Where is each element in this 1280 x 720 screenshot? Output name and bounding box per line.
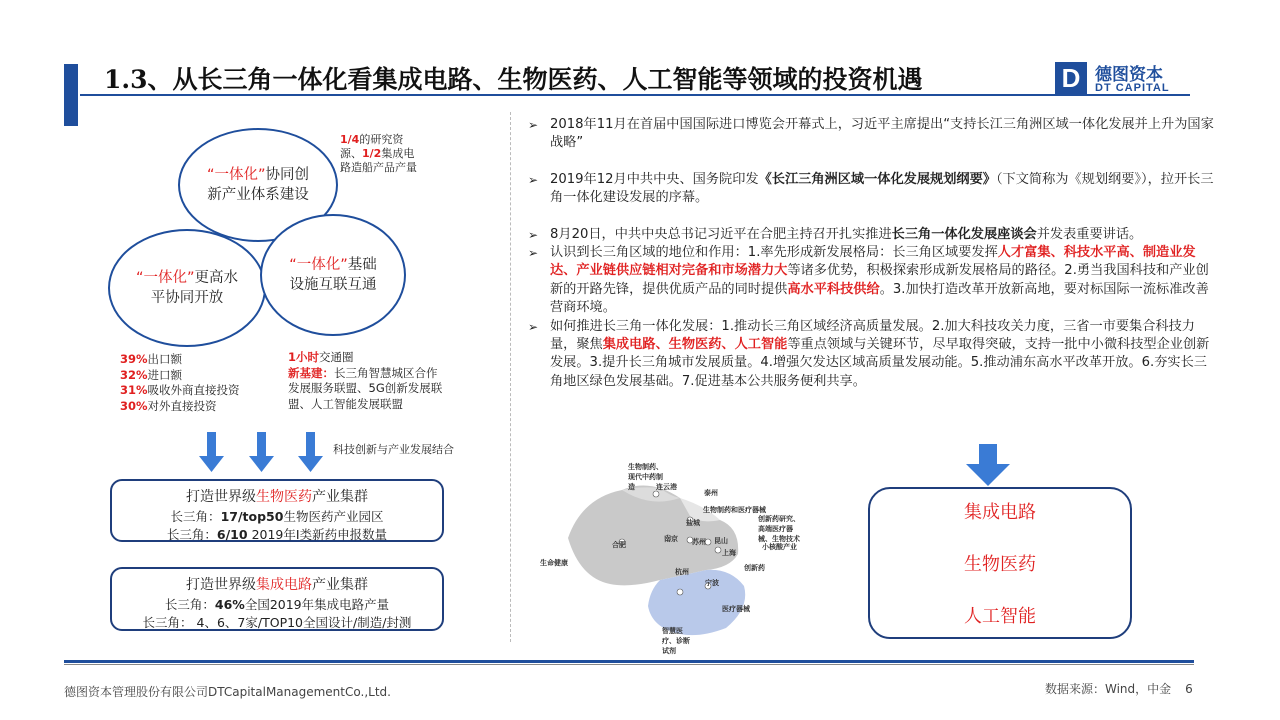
stat-row: 39%出口额: [120, 352, 183, 366]
map-label: 创新药: [744, 564, 765, 572]
map-label: 昆山: [714, 537, 728, 545]
footer-rule: [64, 660, 1194, 663]
bullet-role: ➢ 认识到长三角区域的地位和作用：1.率先形成新发展格局：长三角区域要发挥人才富集、科技水平高、制造业发达、产业链供应链相对完备和市场潜力大等诸多优势，积极探索形成新发展格局的路径。2.勇当我国科技和产业创新的开路先锋，提供优质产品的同时提供高水平科技供给。3.加快打造改革开放新高地，要对标国际一流标准改善营商环境。: [528, 244, 1218, 318]
bullet-how: ➢ 如何推进长三角一体化发展：1.推动长三角区域经济高质量发展。2.加大科技攻关力度，三省一市要集合科技力量，聚焦集成电路、生物医药、人工智能等重点领域与关键环节，尽早取得突破，支持一批中小微科技型企业创新发展。3.提升长三角城市发展质量。4.增强欠发达区域高质量发展动能。5.推动浦东高水平改革开放。6.夯实长三角地区绿色发展基础。7.促进基本公共服务便利共享。: [528, 318, 1218, 392]
ic-cluster-box: 打造世界级集成电路产业集群 长三角：46%全国2019年集成电路产量 长三角： 4、6、7家/TOP10全国设计/制造/封测: [110, 567, 444, 631]
arrow-caption: 科技创新与产业发展结合: [333, 443, 454, 456]
footer-rule-thin: [64, 664, 1194, 665]
stat-row: 32%进口额: [120, 367, 183, 382]
down-arrow-icon: [966, 444, 1010, 488]
map-label: 盐城: [686, 519, 700, 527]
logo-cn: 德图资本: [1095, 65, 1163, 85]
bullet-2018: ➢ 2018年11月在首届中国国际进口博览会开幕式上，习近平主席提出“支持长江三角洲区域一体化发展并上升为国家战略”: [528, 116, 1218, 153]
title-accent-bar: [64, 64, 78, 126]
map-label: 创新药研究、高端医疗器械、生物技术: [758, 515, 800, 543]
map-label: 生物制药、现代中药制造: [628, 463, 663, 491]
trade-stats: [120, 352, 280, 414]
map-label: 连云港: [656, 483, 677, 491]
infrastructure-stats: 1小时交通圈 新基建：长三角智慧城区合作发展服务联盟、5G创新发展联盟、人工智能发展联盟: [288, 350, 443, 411]
sector-ai: 人工智能: [964, 606, 1036, 627]
map-label: 智慧医疗、诊断试剂: [662, 627, 690, 655]
policy-bullets: [528, 116, 1218, 391]
logo-en: DT CAPITAL: [1095, 82, 1170, 94]
circle-industry-system: “一体化”协同创新产业体系建设: [178, 128, 338, 242]
map-label: 小核酸产业: [762, 543, 797, 551]
research-note: 1/4的研究资源、1/2集成电路造船产品产量: [340, 133, 417, 174]
bullet-2019: ➢ 2019年12月中共中央、国务院印发《长江三角洲区域一体化发展规划纲要》（下文简称为《规划纲要》），拉开长三角一体化建设发展的序幕。: [528, 171, 1218, 208]
key-sectors-box: [868, 487, 1132, 639]
map-label: 宁波: [705, 579, 719, 587]
bullet-aug20: ➢ 8月20日，中共中央总书记习近平在合肥主持召开扎实推进长三角一体化发展座谈会并发表重要讲话。: [528, 226, 1218, 244]
title-underline: [80, 94, 1190, 96]
map-label: 医疗器械: [722, 605, 750, 613]
data-source: 数据来源：Wind，中金 6: [1045, 682, 1193, 696]
circle-open-cooperation: “一体化”更高水平协同开放: [108, 229, 266, 347]
map-label: 南京: [664, 535, 678, 543]
circle-infrastructure: “一体化”基础设施互联互通: [260, 214, 406, 336]
sector-ic: 集成电路: [964, 502, 1036, 523]
column-divider: [510, 112, 511, 642]
map-label: 生命健康: [540, 559, 568, 567]
page-number: 6: [1185, 682, 1193, 696]
company-name: 德图资本管理股份有限公司DTCapitalManagementCo.,Ltd.: [64, 685, 391, 699]
map-label: 苏州: [692, 538, 706, 546]
map-label: 合肥: [612, 541, 626, 549]
yangtze-delta-map: [530, 458, 830, 648]
stat-row: 31%吸收外商直接投资: [120, 383, 240, 397]
sector-biomed: 生物医药: [964, 554, 1036, 575]
down-arrows-icon: [195, 432, 335, 474]
map-label: 泰州: [704, 489, 718, 497]
map-label: 生物制药和医疗器械: [703, 506, 766, 514]
logo-mark: D: [1055, 62, 1087, 94]
page-title: 1.3、从长三角一体化看集成电路、生物医药、人工智能等领域的投资机遇: [104, 65, 923, 94]
biomed-cluster-box: 打造世界级生物医药产业集群 长三角：17/top50生物医药产业园区 长三角：6/10 2019年I类新药申报数量: [110, 479, 444, 542]
map-label: 杭州: [675, 568, 689, 576]
map-label: 上海: [722, 549, 736, 557]
stat-row: 30%对外直接投资: [120, 398, 217, 413]
